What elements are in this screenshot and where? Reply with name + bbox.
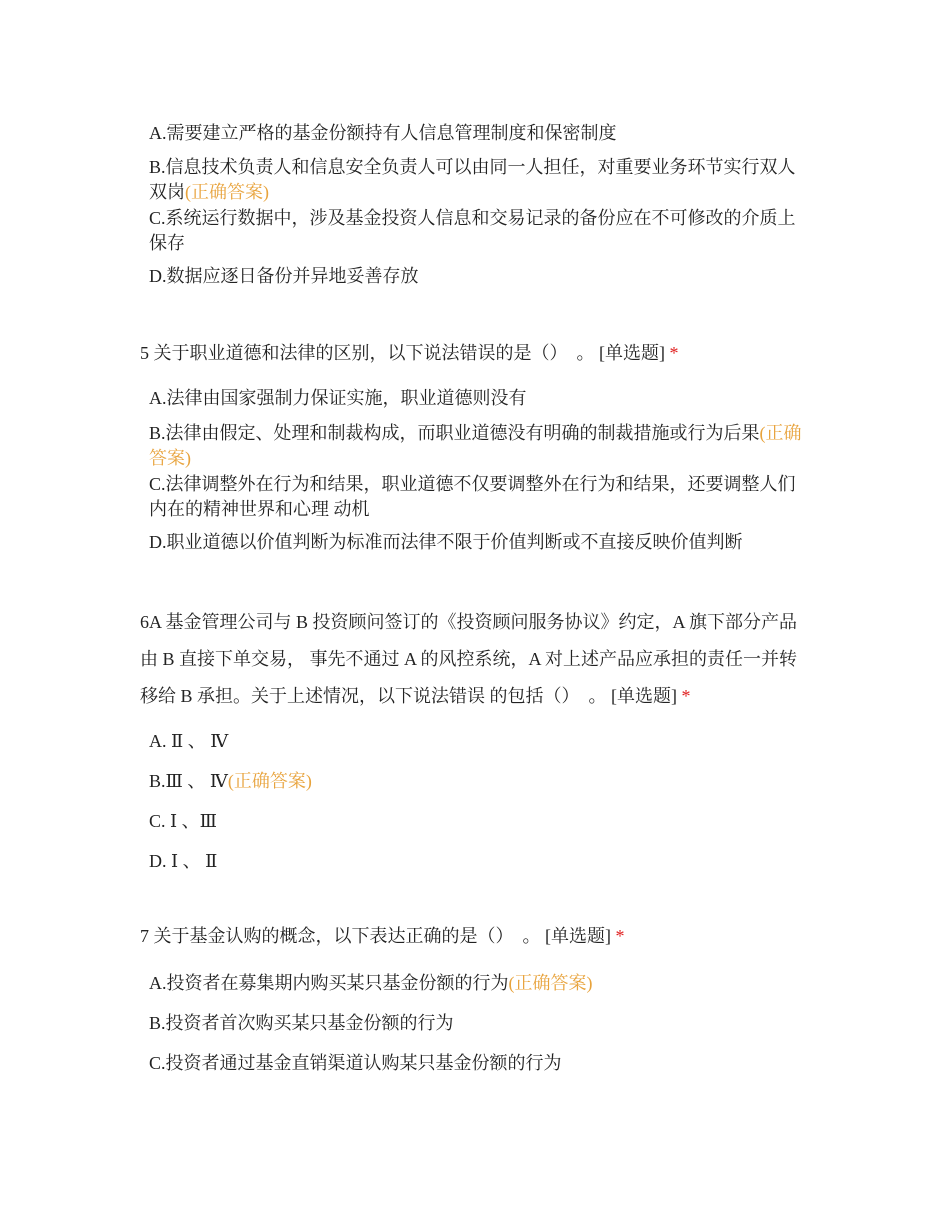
required-mark: * xyxy=(681,686,691,706)
question-text: A 基金管理公司与 B 投资顾问签订的《投资顾问服务协议》约定，A 旗下部分产品由 B 直接下单交易， 事先不通过 A 的风控系统，A 对上述产品应承担的责任一并转移给 B 承担。关于上述情况，以下说法错误 的包括（） 。 xyxy=(140,612,798,706)
option-text: B.Ⅲ 、 Ⅳ xyxy=(149,771,228,791)
question-text: 关于基金认购的概念，以下表达正确的是（） 。 xyxy=(153,926,541,946)
question-text: 关于职业道德和法律的区别，以下说法错误的是（） 。 xyxy=(153,343,595,363)
option-text: A.需要建立严格的基金份额持有人信息管理制度和保密制度 xyxy=(149,123,617,143)
option-text: D. Ⅰ 、 Ⅱ xyxy=(149,851,218,871)
q4-option-a[interactable] xyxy=(149,121,809,146)
q5-title xyxy=(140,341,810,365)
option-text: C.法律调整外在行为和结果，职业道德不仅要调整外在行为和结果，还要调整人们内在的精神世界和心理 动机 xyxy=(149,474,796,519)
question-type-tag: [单选题] xyxy=(599,343,665,363)
correct-answer-tag: (正确答案) xyxy=(149,423,802,468)
option-text: B.投资者首次购买某只基金份额的行为 xyxy=(149,1013,454,1033)
question-type-tag: [单选题] xyxy=(545,926,611,946)
q4-option-d[interactable] xyxy=(149,264,809,289)
q6-option-a[interactable] xyxy=(149,729,809,754)
q7-title xyxy=(140,924,810,948)
q4-option-b[interactable] xyxy=(149,155,809,205)
option-text: D.数据应逐日备份并异地妥善存放 xyxy=(149,266,419,286)
option-text: A.投资者在募集期内购买某只基金份额的行为 xyxy=(149,973,509,993)
option-text: A. Ⅱ 、 Ⅳ xyxy=(149,731,229,751)
q6-option-d[interactable] xyxy=(149,849,809,874)
q6-option-b[interactable] xyxy=(149,769,809,794)
q6-title xyxy=(140,604,810,715)
option-text: A.法律由国家强制力保证实施，职业道德则没有 xyxy=(149,388,527,408)
option-text: C.投资者通过基金直销渠道认购某只基金份额的行为 xyxy=(149,1053,562,1073)
required-mark: * xyxy=(669,343,679,363)
q7-option-c[interactable] xyxy=(149,1051,809,1076)
q6-option-c[interactable] xyxy=(149,809,809,834)
option-text: B.信息技术负责人和信息安全负责人可以由同一人担任，对重要业务环节实行双人双岗 xyxy=(149,157,796,202)
correct-answer-tag: (正确答案) xyxy=(508,973,593,993)
q5-option-c[interactable] xyxy=(149,472,809,522)
q5-option-a[interactable] xyxy=(149,386,809,411)
option-text: C. Ⅰ 、Ⅲ xyxy=(149,811,217,831)
question-type-tag: [单选题] xyxy=(611,686,678,706)
correct-answer-tag: (正确答案) xyxy=(227,771,312,791)
question-number: 5 xyxy=(140,343,149,363)
q7-option-a[interactable] xyxy=(149,971,809,996)
required-mark: * xyxy=(615,926,625,946)
option-text: C.系统运行数据中，涉及基金投资人信息和交易记录的备份应在不可修改的介质上保存 xyxy=(149,208,796,253)
question-number: 7 xyxy=(140,926,149,946)
q4-option-c[interactable] xyxy=(149,206,809,256)
correct-answer-tag: (正确答案) xyxy=(185,182,269,202)
option-text: D.职业道德以价值判断为标准而法律不限于价值判断或不直接反映价值判断 xyxy=(149,532,743,552)
q7-option-b[interactable] xyxy=(149,1011,809,1036)
q5-option-b[interactable] xyxy=(149,421,809,471)
option-text: B.法律由假定、处理和制裁构成，而职业道德没有明确的制裁措施或行为后果 xyxy=(149,423,760,443)
q5-option-d[interactable] xyxy=(149,530,809,555)
question-number: 6 xyxy=(140,612,149,632)
